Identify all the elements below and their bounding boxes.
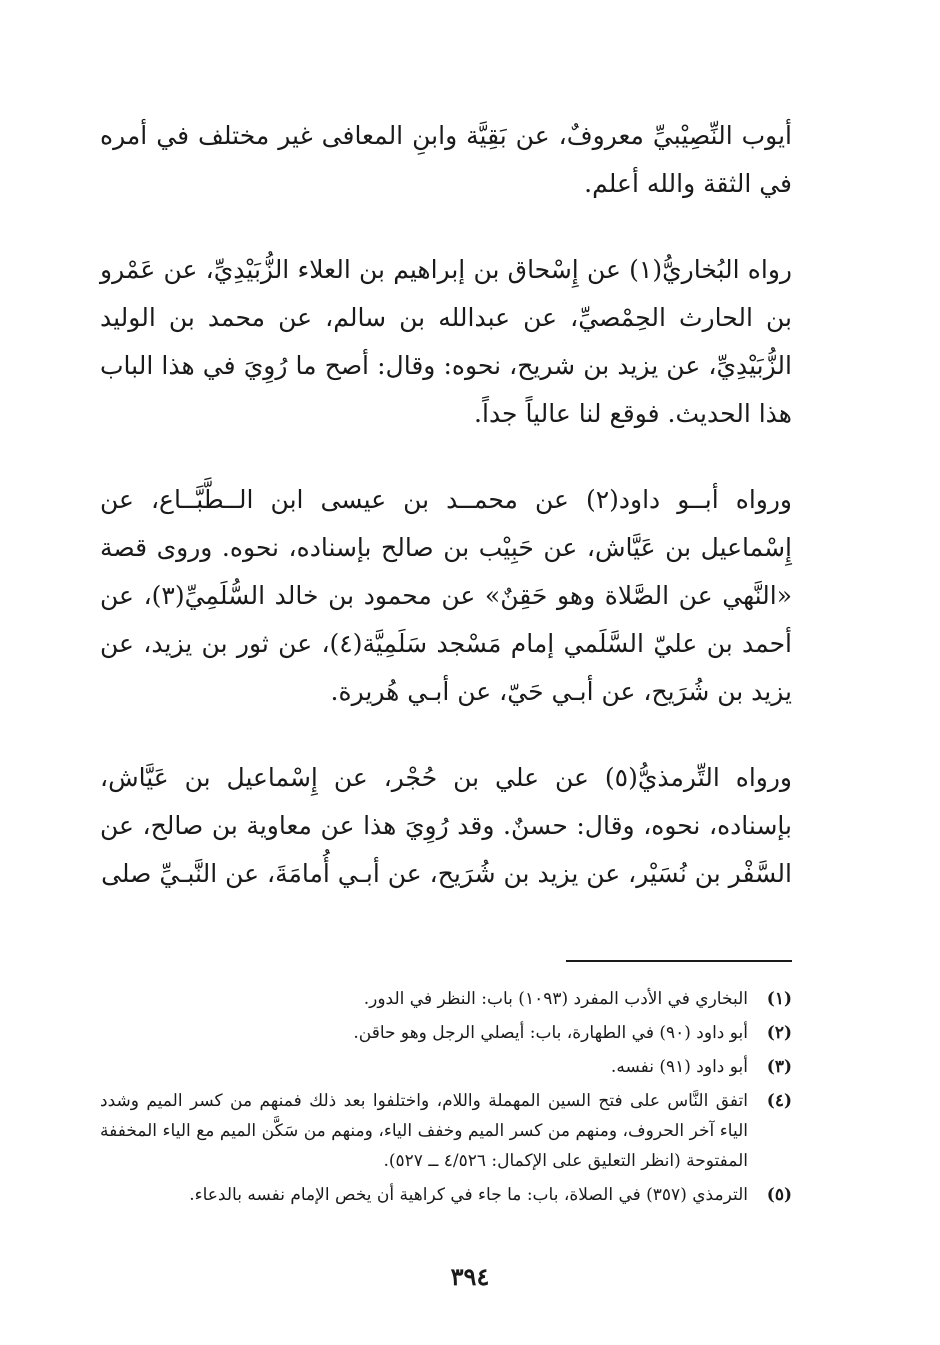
footnote-number: (١): [766, 989, 792, 1009]
main-text: [100, 112, 792, 898]
footnote-3: [100, 1052, 792, 1082]
footnote-text: اتفق النَّاس على فتح السين المهملة واللام، واختلفوا بعد ذلك فمنهم من كسر الميم وشدد الياء آخر الحروف، ومنهم من كسر الميم وخفف الياء، ومنهم من سَكَّن الميم مع الياء المخففة المفتوحة (انظر التعليق على الإكمال: ٤/٥٢٦ ــ ٥٢٧).: [100, 1091, 748, 1171]
paragraph-3: ورواه أبــو داود(٢) عن محمــد بن عيسى ابن الــطَّبَّــاع، عن إِسْماعيل بن عَيَّاش، عن حَبِيْب بن صالح بإسناده، نحوه. وروى قصة «النَّهي عن الصَّلاة وهو حَقِنٌ» عن محمود بن خالد السُّلَمِيِّ(٣)، عن أحمد بن عليّ السَّلَمي إمام مَسْجد سَلَمِيَّة(٤)، عن ثور بن يزيد، عن يزيد بن شُرَيح، عن أبـي حَيّ، عن أبـي هُريرة.: [100, 485, 793, 706]
footnotes: [100, 984, 792, 1214]
footnote-number: (٤): [766, 1091, 792, 1111]
footnote-1: [100, 984, 792, 1014]
footnote-2: [100, 1018, 792, 1048]
footnote-number: (٥): [766, 1185, 792, 1205]
paragraph-1: أيوب النِّصِيْبيِّ معروفٌ، عن بَقِيَّة وابنِ المعافى غير مختلف في أمره في الثقة والله أعلم.: [100, 121, 792, 198]
footnote-text: أبو داود (٩٠) في الطهارة، باب: أيصلي الرجل وهو حاقن.: [353, 1023, 748, 1043]
footnote-text: الترمذي (٣٥٧) في الصلاة، باب: ما جاء في كراهية أن يخص الإمام نفسه بالدعاء.: [189, 1185, 748, 1205]
footnote-4: [100, 1086, 792, 1176]
footnote-5: [100, 1180, 792, 1210]
footnote-divider: [566, 960, 792, 962]
paragraph-2: رواه البُخاريُّ(١) عن إِسْحاق بن إبراهيم بن العلاء الزُّبَيْدِيِّ، عن عَمْرو بن الحارث الحِمْصيِّ، عن عبدالله بن سالم، عن محمد بن الوليد الزُّبَيْدِيِّ، عن يزيد بن شريح، نحوه: وقال: أصح ما رُوِيَ في هذا الباب هذا الحديث. فوقع لنا عالياً جداً.: [100, 255, 792, 428]
footnote-text: أبو داود (٩١) نفسه.: [610, 1057, 748, 1077]
footnote-number: (٣): [766, 1057, 792, 1077]
paragraph-4: ورواه التِّرمذيُّ(٥) عن علي بن حُجْر، عن إِسْماعيل بن عَيَّاش، بإسناده، نحوه، وقال: حسنٌ. وقد رُوِيَ هذا عن معاوية بن صالح، عن السَّفْر بن نُسَيْر، عن يزيد بن شُرَيح، عن أبـي أُمامَةَ، عن النَّبـيِّ صلى: [100, 763, 792, 888]
page-number: ٣٩٤: [450, 1262, 490, 1291]
footnote-text: البخاري في الأدب المفرد (١٠٩٣) باب: النظر في الدور.: [363, 989, 748, 1009]
footnote-number: (٢): [766, 1023, 792, 1043]
